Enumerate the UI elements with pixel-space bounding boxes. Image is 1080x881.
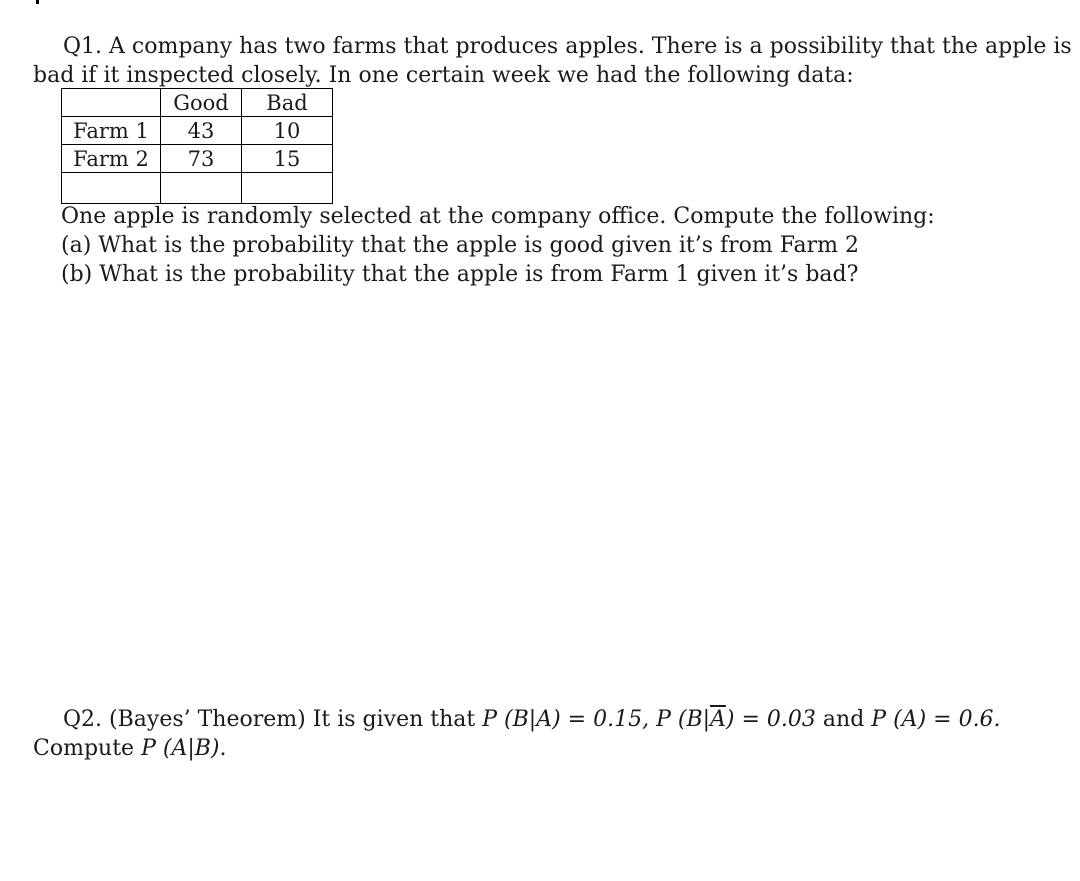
table-row bbox=[62, 117, 333, 145]
bad-count: 10 bbox=[242, 117, 333, 145]
empty-cell bbox=[242, 173, 333, 204]
table-row bbox=[62, 145, 333, 173]
q1-line-2: bad if it inspected closely. In one certain week we had the following data: bbox=[33, 63, 854, 88]
table-header-row bbox=[62, 89, 333, 117]
expr2-suffix: ) = 0.03 bbox=[725, 707, 816, 732]
good-count: 43 bbox=[161, 117, 242, 145]
a-complement: $\overline{A}$ bbox=[710, 707, 726, 732]
farm-label: Farm 1 bbox=[62, 117, 161, 145]
expr-p-b-given-a: P (B|A) = 0.15, bbox=[482, 707, 650, 732]
bad-count: 15 bbox=[242, 145, 333, 173]
and-word: and bbox=[822, 707, 865, 732]
q2-lead: Q2. (Bayes’ Theorem) It is given that bbox=[63, 707, 476, 732]
table-header-bad: Bad bbox=[242, 89, 333, 117]
empty-cell bbox=[161, 173, 242, 204]
expr2-prefix: P (B| bbox=[656, 707, 711, 732]
farm-label: Farm 2 bbox=[62, 145, 161, 173]
expr-p-a: P (A) = 0.6. bbox=[871, 707, 1001, 732]
empty-cell bbox=[62, 173, 161, 204]
question-1-text bbox=[33, 32, 1072, 90]
table-header-good: Good bbox=[161, 89, 242, 117]
good-count: 73 bbox=[161, 145, 242, 173]
part-a-question: (a) What is the probability that the apple is good given it’s from Farm 2 bbox=[61, 233, 860, 258]
farm-data-table bbox=[61, 88, 333, 204]
task-intro: One apple is randomly selected at the company office. Compute the following: bbox=[61, 204, 935, 229]
table-empty-row bbox=[62, 173, 333, 204]
part-b-question: (b) What is the probability that the apple is from Farm 1 given it’s bad? bbox=[61, 262, 859, 287]
question-2-text bbox=[33, 705, 1001, 763]
scan-mark bbox=[36, 0, 39, 4]
expr-p-a-given-b: P (A|B). bbox=[141, 736, 227, 761]
compute-word: Compute bbox=[33, 736, 135, 761]
q1-line-1: Q1. A company has two farms that produces apples. There is a possibility that the apple is bbox=[63, 34, 1072, 59]
expr-p-b-given-not-a bbox=[656, 707, 816, 732]
table-header-empty bbox=[62, 89, 161, 117]
question-1-task bbox=[61, 202, 935, 289]
